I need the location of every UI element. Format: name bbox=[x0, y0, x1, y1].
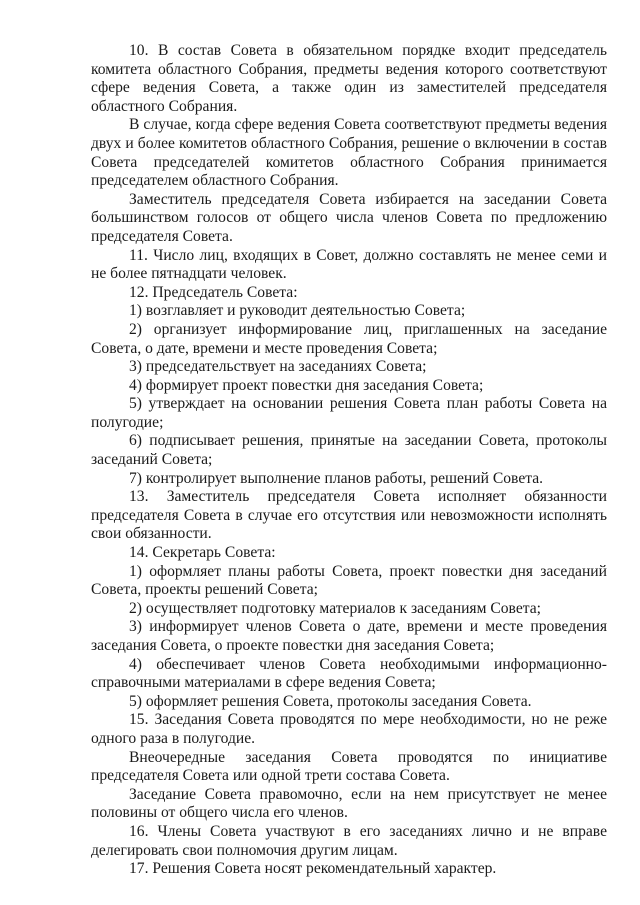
list-item: 6) подписывает решения, принятые на заседании Совета, протоколы заседаний Совета; bbox=[91, 432, 607, 469]
list-item: 1) оформляет планы работы Совета, проект повестки дня заседаний Совета, проекты решений Совета; bbox=[91, 562, 607, 599]
paragraph-15-quorum: Заседание Совета правомочно, если на нем присутствует не менее половины от общего числа его членов. bbox=[91, 785, 607, 822]
list-item: 7) контролирует выполнение планов работы, решений Совета. bbox=[129, 469, 544, 487]
list-item: 5) утверждает на основании решения Совета план работы Совета на полугодие; bbox=[91, 395, 607, 431]
list-item: 4) обеспечивает членов Совета необходимыми информационно-справочными материалами в сфере ведения Совета; bbox=[91, 655, 607, 692]
list-item: 2) организует информирование лиц, приглашенных на заседание Совета, о дате, времени и месте проведения Совета; bbox=[91, 320, 607, 357]
paragraph-10-committees: В случае, когда сфере ведения Совета соответствуют предметы ведения двух и более комитетов областного Собрания, решение о включении в состав Совета председателей комитетов областного Собрания принимается председателем областного Собрания. bbox=[91, 116, 607, 190]
paragraph-10: 10. В состав Совета в обязательном порядке входит председатель комитета областного Собрания, предметы ведения которого соответствуют сфере ведения Совета, а также один из заместителей председателя областного Собрания. bbox=[91, 42, 607, 115]
paragraph-15: 15. Заседания Совета проводятся по мере необходимости, но не реже одного раза в полугодие. bbox=[91, 711, 607, 747]
paragraph-17: 17. Решения Совета носят рекомендательный характер. bbox=[129, 860, 497, 878]
paragraph-14-heading: 14. Секретарь Совета: bbox=[129, 544, 276, 562]
paragraph-12-heading: 12. Председатель Совета: bbox=[129, 283, 298, 301]
paragraph-15-extraordinary: Внеочередные заседания Совета проводятся по инициативе председателя Совета или одной трети состава Совета. bbox=[91, 748, 607, 785]
list-item: 4) формирует проект повестки дня заседания Совета; bbox=[129, 376, 484, 394]
list-item: 5) оформляет решения Совета, протоколы заседания Совета. bbox=[129, 692, 532, 710]
list-item: 3) председательствует на заседаниях Совета; bbox=[129, 358, 427, 376]
list-item: 3) информирует членов Совета о дате, времени и месте проведения заседания Совета, о проекте повестки дня заседания Совета; bbox=[91, 618, 607, 654]
paragraph-16: 16. Члены Совета участвуют в его заседаниях лично и не вправе делегировать свои полномочия другим лицам. bbox=[91, 822, 607, 859]
list-item: 1) возглавляет и руководит деятельностью Совета; bbox=[129, 302, 466, 320]
paragraph-13: 13. Заместитель председателя Совета исполняет обязанности председателя Совета в случае его отсутствия или невозможности исполнять свои обязанности. bbox=[91, 488, 607, 543]
document-page bbox=[91, 42, 607, 879]
list-item: 2) осуществляет подготовку материалов к заседаниям Совета; bbox=[129, 599, 542, 617]
paragraph-11: 11. Число лиц, входящих в Совет, должно составлять не менее семи и не более пятнадцати человек. bbox=[91, 246, 607, 283]
paragraph-10-deputy: Заместитель председателя Совета избирается на заседании Совета большинством голосов от общего числа членов Совета по предложению председателя Совета. bbox=[91, 190, 607, 245]
